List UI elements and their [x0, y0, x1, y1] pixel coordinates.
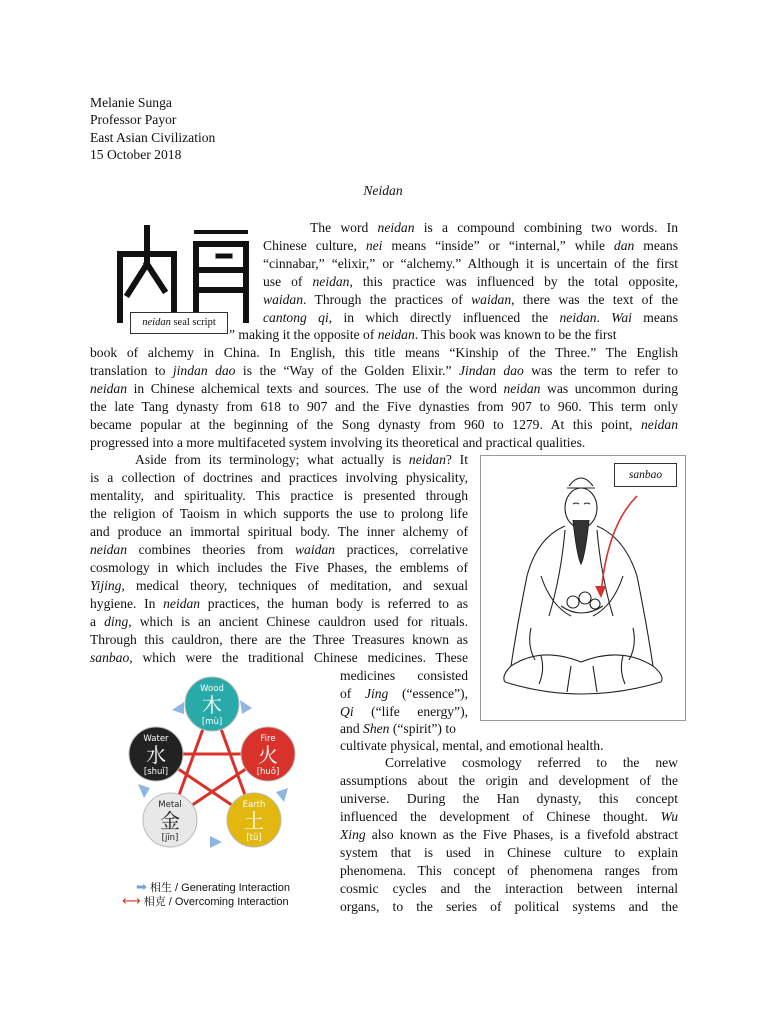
paragraph-line: Correlative cosmology referred to the new [385, 755, 678, 770]
phase-wood [185, 677, 239, 731]
phase-pinyin: [mù] [201, 717, 223, 727]
paragraph-line: ” making it the opposite of neidan. This book was known to be the first [229, 327, 617, 342]
paragraph-line: organs, to the series of political systems and the [340, 899, 678, 914]
phase-earth [227, 793, 281, 847]
paragraph-line: universe. During the Han dynasty, this concept [340, 791, 678, 806]
overcoming-arrow-icon: ⟷ [122, 893, 141, 908]
phase-character: 金 [160, 809, 180, 833]
five-phases-diagram [112, 670, 312, 910]
seal-script-caption [130, 312, 228, 334]
five-phases-graphic [112, 670, 312, 880]
legend-overcoming-chars: 相克 [143, 896, 166, 908]
paragraph-line: neidan combines theories from waidan practices, correlative [90, 542, 468, 557]
phase-name: Metal [158, 800, 182, 810]
paragraph-line: became popular at the beginning of the Song dynasty from 960 to 1279. At this point, neidan [90, 417, 678, 432]
phase-fire [241, 727, 295, 781]
generating-arrow [172, 702, 184, 714]
seated-figure-drawing [481, 456, 685, 720]
paragraph-line: hygiene. In neidan practices, the human body is referred to as [90, 596, 468, 611]
paragraph-line: cosmology in which includes the Five Phases, the emblems of [90, 560, 468, 575]
paragraph-line: book of alchemy in China. In English, this title means “Kinship of the Three.” The English [90, 345, 678, 360]
sanbao-label: sanbao [614, 463, 677, 487]
paragraph-line: the religion of Taoism in which supports the use to prolong life [90, 506, 468, 521]
paragraph-line: Xing also known as the Five Phases, is a fivefold abstract [340, 827, 678, 842]
paragraph-line: influenced the development of Chinese thought. Wu [340, 809, 678, 824]
legend-generating-text: / Generating Interaction [171, 882, 290, 894]
phase-water [129, 727, 183, 781]
legend-overcoming-text: / Overcoming Interaction [165, 896, 289, 908]
paragraph-line: is a collection of doctrines and practices involving physicality, [90, 470, 468, 485]
legend-generating [136, 880, 290, 895]
paragraph-line: assumptions about the origin and development of the [340, 773, 678, 788]
course-name: East Asian Civilization [90, 130, 216, 145]
paragraph-line: Qi (“life energy”), [340, 704, 468, 719]
sanbao-illustration [480, 455, 686, 721]
generating-arrow-icon: ➡ [136, 879, 147, 894]
phase-character: 水 [146, 743, 166, 767]
generating-arrow [210, 836, 222, 848]
phase-metal [143, 793, 197, 847]
generating-arrow [138, 784, 150, 798]
phase-character: 木 [202, 693, 222, 717]
paragraph-line: mentality, and spirituality. This practice is presented through [90, 488, 468, 503]
paragraph-line: Aside from its terminology; what actually is neidan? It [135, 452, 468, 467]
paragraph-line: waidan. Through the practices of waidan, there was the text of the [263, 292, 678, 307]
phase-name: Wood [200, 684, 224, 694]
paragraph-line: progressed into a more multifaceted system involving its theoretical and practical qualities. [90, 435, 586, 450]
legend-overcoming [122, 894, 289, 909]
paragraph-line: medicines consisted [340, 668, 468, 683]
generating-arrow [240, 700, 252, 714]
paragraph-line: the late Tang dynasty from 618 to 907 and the Five dynasties from 907 to 960. This term only [90, 399, 678, 414]
phase-name: Earth [242, 800, 266, 810]
paragraph-line: Chinese culture, nei means “inside” or “internal,” while dan means [263, 238, 678, 253]
phase-pinyin: [tǔ] [246, 833, 262, 843]
paragraph-line: phenomena. This concept of phenomena ranges from [340, 863, 678, 878]
phase-name: Fire [260, 734, 276, 744]
paragraph-line: system that is used in Chinese culture to explain [340, 845, 678, 860]
paragraph-line: use of neidan, this practice was influenced by the total opposite, [263, 274, 678, 289]
neidan-seal-script-image [112, 224, 258, 324]
paragraph-line: of Jing (“essence”), [340, 686, 468, 701]
paragraph-line: neidan in Chinese alchemical texts and sources. The use of the word neidan was uncommon during [90, 381, 678, 396]
paragraph-line: and Shen (“spirit”) to [340, 721, 456, 736]
page-title: Neidan [363, 183, 403, 198]
caption-term: neidan [142, 317, 171, 328]
phase-character: 土 [244, 809, 264, 833]
paragraph-line: cosmic cycles and the interaction between internal [340, 881, 678, 896]
paragraph-line: “cinnabar,” “elixir,” or “alchemy.” Although it is uncertain of the first [263, 256, 678, 271]
paragraph-line: a ding, which is an ancient Chinese cauldron used for rituals. [90, 614, 468, 629]
author-name: Melanie Sunga [90, 95, 172, 110]
phase-name: Water [143, 734, 169, 744]
generating-arrow [276, 788, 288, 802]
phase-pinyin: [huǒ] [256, 767, 280, 777]
paragraph-line: cultivate physical, mental, and emotional health. [340, 738, 604, 753]
paragraph-line: Yijing, medical theory, techniques of meditation, and sexual [90, 578, 468, 593]
phase-pinyin: [jīn] [161, 833, 179, 843]
phase-pinyin: [shuǐ] [143, 767, 169, 777]
paragraph-line: and produce an immortal spiritual body. The inner alchemy of [90, 524, 468, 539]
phase-character: 火 [258, 743, 278, 767]
date: 15 October 2018 [90, 147, 182, 162]
caption-text: seal script [170, 317, 216, 328]
paragraph-line: sanbao, which were the traditional Chinese medicines. These [90, 650, 468, 665]
paragraph-line: translation to jindan dao is the “Way of the Golden Elixir.” Jindan dao was the term to refer to [90, 363, 678, 378]
professor-name: Professor Payor [90, 112, 177, 127]
paragraph-line: Through this cauldron, there are the Three Treasures known as [90, 632, 468, 647]
paragraph-line: The word neidan is a compound combining two words. In [310, 220, 679, 235]
paragraph-line: cantong qi, in which directly influenced the neidan. Wai means [263, 310, 678, 325]
legend-generating-chars: 相生 [149, 882, 172, 894]
